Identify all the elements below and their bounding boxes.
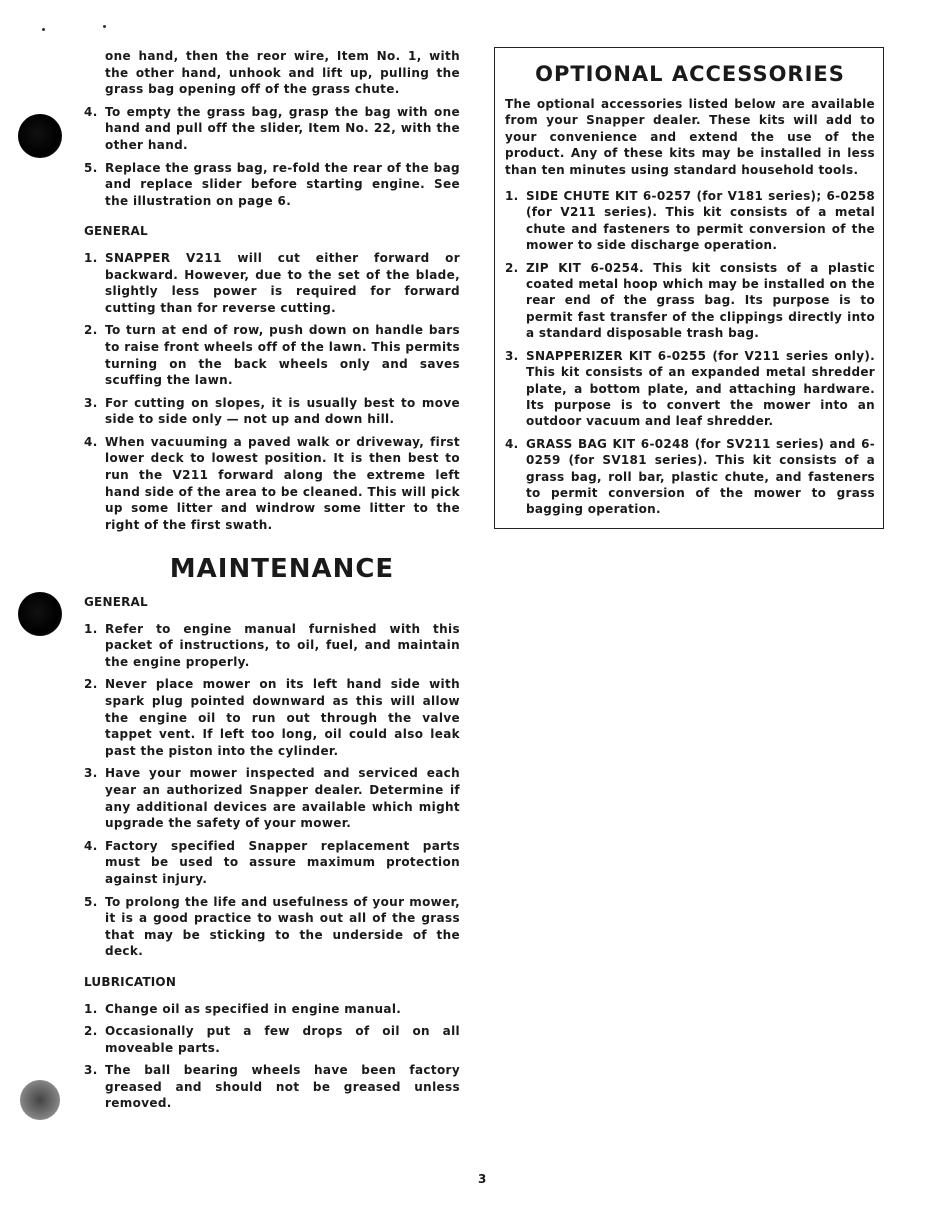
speck-mark	[42, 28, 45, 31]
item-number: 4.	[84, 838, 98, 853]
item-text: Factory specified Snapper replacement parts must be used to assure maximum protection against injury.	[105, 838, 460, 886]
item-text: SNAPPERIZER KIT 6-0255 (for V211 series only). This kit consists of an expanded metal shredder plate, a bottom plate, and attaching hardware. Its purpose is to convert the mower into an outdoor vacuum and leaf shredder.	[526, 348, 875, 429]
item-text: SIDE CHUTE KIT 6-0257 (for V181 series); 6-0258 (for V211 series). This kit consists of a metal chute and fasteners to permit conversion of the mower to side discharge operation.	[526, 189, 875, 253]
item-number: 1.	[505, 189, 519, 204]
item-number: 2.	[84, 677, 98, 692]
binder-hole-bottom	[20, 1080, 60, 1120]
list-item	[84, 621, 460, 671]
item-number: 1.	[84, 621, 98, 636]
list-item	[84, 676, 460, 759]
item-text: When vacuuming a paved walk or driveway, first lower deck to lowest position. It is then best to run the V211 forward along the extreme left hand side of the area to be cleaned. This will pick up some litter and windrow some litter to the right of the first swath.	[105, 434, 460, 532]
list-item	[505, 260, 875, 342]
list-item	[84, 894, 460, 960]
item-number: 5.	[84, 894, 98, 909]
list-item	[505, 188, 875, 254]
list-item	[84, 160, 460, 210]
general-heading: GENERAL	[84, 224, 148, 239]
item-text: Refer to engine manual furnished with this packet of instructions, to oil, fuel, and maintain the engine properly.	[105, 621, 460, 669]
item-number: 3.	[84, 1063, 98, 1078]
item-number: 4.	[505, 436, 519, 451]
item-text: Replace the grass bag, re-fold the rear of the bag and replace slider before starting engine. See the illustration on page 6.	[105, 160, 460, 208]
item-text: Change oil as specified in engine manual.	[105, 1001, 402, 1016]
list-item	[84, 1023, 460, 1056]
list-item	[84, 250, 460, 316]
list-item	[84, 322, 460, 388]
maintenance-general-heading: GENERAL	[84, 595, 148, 610]
item-number: 3.	[84, 395, 98, 410]
accessories-title: OPTIONAL ACCESSORIES	[535, 62, 845, 86]
list-item	[84, 395, 460, 428]
item-text: Occasionally put a few drops of oil on all moveable parts.	[105, 1024, 460, 1055]
optional-accessories-box	[494, 47, 884, 529]
item-number: 1.	[84, 250, 98, 265]
item-text: For cutting on slopes, it is usually best to move side to side only — not up and down hill.	[105, 395, 460, 427]
list-item	[84, 838, 460, 888]
page-number: 3	[478, 1172, 487, 1186]
item-number: 2.	[84, 1024, 98, 1039]
item-number: 5.	[84, 160, 98, 175]
lubrication-heading: LUBRICATION	[84, 974, 177, 989]
item-text: Have your mower inspected and serviced each year an authorized Snapper dealer. Determine if any additional devices are available which might upgrade the safety of your mower.	[105, 766, 460, 831]
list-item	[505, 436, 875, 518]
item-text: The ball bearing wheels have been factory greased and should not be greased unless removed.	[105, 1063, 460, 1111]
item-number: 3.	[84, 766, 98, 781]
intro-continuation: one hand, then the reor wire, Item No. 1, with the other hand, unhook and lift up, pulling the grass bag opening off of the grass chute.	[105, 49, 460, 97]
item-text: To turn at end of row, push down on handle bars to raise front wheels off of the lawn. This permits turning on the back wheels only and saves scuffing the lawn.	[105, 323, 460, 388]
list-item	[84, 1001, 460, 1018]
item-text: To prolong the life and usefulness of your mower, it is a good practice to wash out all of the grass that may be sticking to the underside of the deck.	[105, 894, 460, 959]
item-text: GRASS BAG KIT 6-0248 (for SV211 series) and 6-0259 (for SV181 series). This kit consists of a grass bag, roll bar, plastic chute, and fasteners to permit conversion of the mower to grass bagging operation.	[526, 436, 875, 517]
list-item	[84, 434, 460, 534]
item-number: 2.	[84, 323, 98, 338]
list-item	[505, 348, 875, 430]
item-number: 1.	[84, 1001, 98, 1016]
item-number: 4.	[84, 104, 98, 119]
accessories-intro: The optional accessories listed below are available from your Snapper dealer. These kits will add to your convenience and extend the use of the product. Any of these kits may be installed in less than ten minutes using standard household tools.	[505, 97, 875, 177]
left-column	[84, 48, 460, 1118]
item-text: To empty the grass bag, grasp the bag with one hand and pull off the slider, Item No. 22, with the other hand.	[105, 104, 460, 152]
speck-mark	[103, 25, 106, 28]
item-text: SNAPPER V211 will cut either forward or backward. However, due to the set of the blade, slightly less power is required for forward cutting than for reverse cutting.	[105, 250, 460, 315]
maintenance-title: MAINTENANCE	[169, 554, 395, 585]
item-number: 2.	[505, 260, 519, 275]
item-text: Never place mower on its left hand side with spark plug pointed downward as this will allow the engine oil to run out through the valve tappet vent. If left too long, oil could also leak past the piston into the cylinder.	[105, 677, 460, 758]
item-number: 4.	[84, 434, 98, 449]
list-item	[84, 765, 460, 831]
list-item	[84, 1062, 460, 1112]
item-text: ZIP KIT 6-0254. This kit consists of a plastic coated metal hoop which may be installed on the rear end of the grass bag. Its purpose is to permit fast transfer of the clippings directly into a standard disposable trash bag.	[526, 260, 875, 341]
list-item	[84, 104, 460, 154]
binder-hole-top	[18, 114, 62, 158]
binder-hole-middle	[18, 592, 62, 636]
item-number: 3.	[505, 348, 519, 363]
